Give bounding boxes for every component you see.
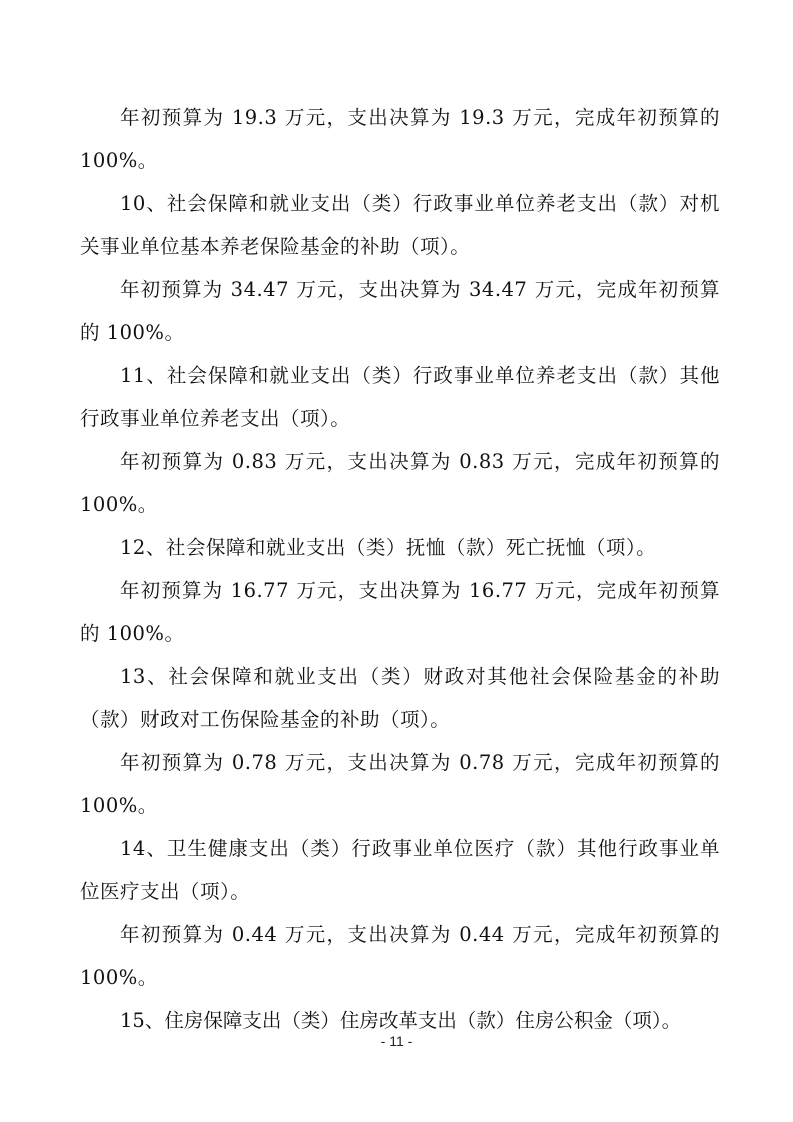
paragraph-item-15: 15、住房保障支出（类）住房改革支出（款）住房公积金（项）。	[120, 1009, 682, 1032]
paragraph-item-14: 14、卫生健康支出（类）行政事业单位医疗（款）其他行政事业单位医疗支出（项）。	[80, 837, 720, 903]
paragraph-item-11: 11、社会保障和就业支出（类）行政事业单位养老支出（款）其他行政事业单位养老支出（项）。	[80, 364, 720, 430]
paragraph-budget-9: 年初预算为 19.3 万元，支出决算为 19.3 万元，完成年初预算的100%。	[80, 106, 720, 172]
paragraph-budget-10: 年初预算为 34.47 万元，支出决算为 34.47 万元，完成年初预算的 100%。	[80, 278, 720, 344]
page-number: - 11 -	[380, 1033, 413, 1049]
paragraph-budget-13: 年初预算为 0.78 万元，支出决算为 0.78 万元，完成年初预算的100%。	[80, 751, 720, 817]
paragraph-item-10: 10、社会保障和就业支出（类）行政事业单位养老支出（款）对机关事业单位基本养老保险基金的补助（项）。	[80, 192, 720, 258]
paragraph-budget-12: 年初预算为 16.77 万元，支出决算为 16.77 万元，完成年初预算的 100%。	[80, 579, 720, 645]
paragraph-item-12: 12、社会保障和就业支出（类）抚恤（款）死亡抚恤（项）。	[120, 536, 657, 559]
paragraph-item-13: 13、社会保障和就业支出（类）财政对其他社会保险基金的补助（款）财政对工伤保险基金的补助（项）。	[80, 665, 720, 731]
paragraph-budget-14: 年初预算为 0.44 万元，支出决算为 0.44 万元，完成年初预算的100%。	[80, 923, 720, 989]
paragraph-budget-11: 年初预算为 0.83 万元，支出决算为 0.83 万元，完成年初预算的100%。	[80, 450, 720, 516]
